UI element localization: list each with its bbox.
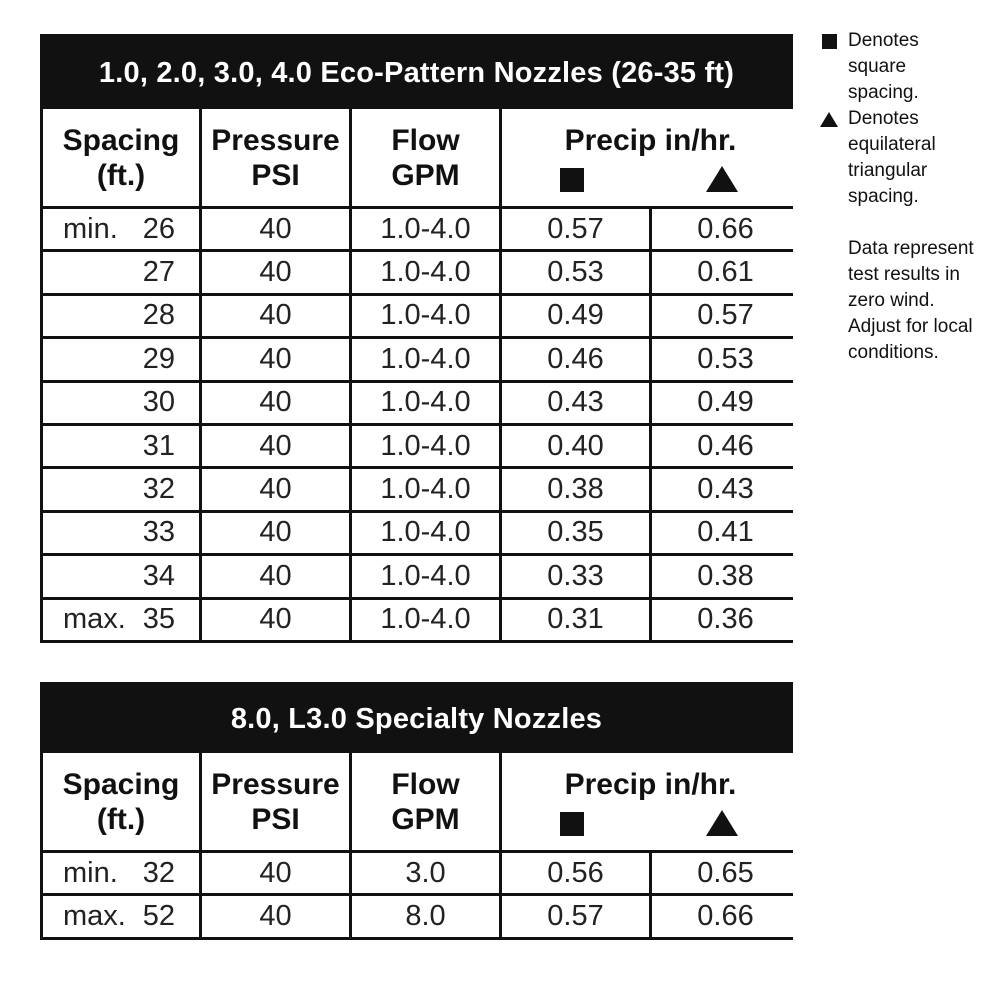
- pressure-cell: 40: [202, 600, 349, 640]
- triangle-cell: 0.61: [652, 252, 799, 292]
- flow-cell: 1.0-4.0: [352, 513, 499, 553]
- triangle-icon: [706, 810, 738, 836]
- spacing-value: 32: [142, 473, 175, 506]
- triangle-cell: 0.43: [652, 469, 799, 509]
- spacing-value: 34: [142, 559, 175, 592]
- square-cell: 0.57: [502, 209, 649, 249]
- precip-header: [502, 753, 799, 850]
- triangle-cell: 0.53: [652, 339, 799, 379]
- flow-header-line1: Flow: [391, 767, 460, 801]
- spacing-header-line2: (ft.): [96, 802, 146, 836]
- pressure-cell: 40: [202, 896, 349, 936]
- flow-cell: 1.0-4.0: [352, 383, 499, 423]
- flow-cell: 8.0: [352, 896, 499, 936]
- spacing-cell: [43, 896, 199, 936]
- square-cell: 0.43: [502, 383, 649, 423]
- spacing-value: 30: [142, 386, 175, 419]
- pressure-cell: 40: [202, 296, 349, 336]
- precip-header: [502, 109, 799, 206]
- square-cell: 0.49: [502, 296, 649, 336]
- triangle-cell: 0.66: [652, 896, 799, 936]
- triangle-icon: [706, 166, 738, 192]
- spacing-value: 29: [142, 342, 175, 375]
- spacing-cell: [43, 853, 199, 893]
- specialty-table: [40, 682, 793, 940]
- spacing-value: 31: [142, 429, 175, 462]
- spacing-cell: [43, 383, 199, 423]
- spacing-cell: [43, 600, 199, 640]
- precip-header-title: Precip in/hr.: [564, 768, 737, 801]
- spacing-cell: [43, 339, 199, 379]
- square-cell: 0.38: [502, 469, 649, 509]
- legend-triangle-text: Denotes equilateral triangular spacing.: [848, 108, 936, 207]
- triangle-cell: 0.57: [652, 296, 799, 336]
- spacing-value: 28: [142, 299, 175, 332]
- square-cell: 0.40: [502, 426, 649, 466]
- pressure-cell: 40: [202, 252, 349, 292]
- spacing-limit-label: min.: [63, 856, 118, 889]
- spacing-value: 33: [142, 516, 175, 549]
- spacing-limit-label: max.: [63, 900, 126, 933]
- spacing-cell: [43, 209, 199, 249]
- pressure-header: [202, 109, 349, 206]
- square-cell: 0.35: [502, 513, 649, 553]
- specialty-grid: [43, 753, 790, 937]
- pressure-cell: 40: [202, 853, 349, 893]
- precip-header-title: Precip in/hr.: [564, 124, 737, 157]
- triangle-cell: 0.65: [652, 853, 799, 893]
- spacing-value: 26: [142, 212, 175, 245]
- triangle-legend-icon: [818, 106, 848, 132]
- eco-pattern-table: [40, 34, 793, 643]
- triangle-cell: 0.66: [652, 209, 799, 249]
- spacing-cell: [43, 296, 199, 336]
- flow-header: [352, 109, 499, 206]
- precip-symbol-row: [502, 164, 799, 194]
- square-cell: 0.31: [502, 600, 649, 640]
- pressure-header-line1: Pressure: [211, 123, 340, 157]
- pressure-cell: 40: [202, 209, 349, 249]
- spacing-cell: [43, 556, 199, 596]
- square-cell: 0.33: [502, 556, 649, 596]
- triangle-cell: 0.36: [652, 600, 799, 640]
- square-cell: 0.56: [502, 853, 649, 893]
- spacing-value: 35: [142, 603, 175, 636]
- spacing-cell: [43, 426, 199, 466]
- eco-pattern-table-title: 1.0, 2.0, 3.0, 4.0 Eco-Pattern Nozzles (26-35 ft): [43, 37, 790, 109]
- flow-cell: 1.0-4.0: [352, 339, 499, 379]
- spacing-value: 52: [142, 900, 175, 933]
- legend-triangle: [818, 106, 998, 210]
- spacing-header-line1: Spacing: [62, 767, 180, 801]
- spacing-cell: [43, 469, 199, 509]
- flow-header-line2: GPM: [391, 158, 460, 192]
- triangle-cell: 0.38: [652, 556, 799, 596]
- spacing-cell: [43, 252, 199, 292]
- pressure-cell: 40: [202, 339, 349, 379]
- pressure-cell: 40: [202, 513, 349, 553]
- pressure-header-line2: PSI: [251, 802, 300, 836]
- spacing-cell: [43, 513, 199, 553]
- spacing-value: 32: [142, 856, 175, 889]
- flow-header-line1: Flow: [391, 123, 460, 157]
- spacing-header-line2: (ft.): [96, 158, 146, 192]
- flow-cell: 1.0-4.0: [352, 556, 499, 596]
- square-cell: 0.53: [502, 252, 649, 292]
- flow-cell: 1.0-4.0: [352, 252, 499, 292]
- precip-symbol-row: [502, 808, 799, 838]
- legend-square-text: Denotes square spacing.: [848, 30, 919, 103]
- pressure-header-line2: PSI: [251, 158, 300, 192]
- pressure-cell: 40: [202, 383, 349, 423]
- legend: [818, 28, 998, 366]
- triangle-cell: 0.46: [652, 426, 799, 466]
- eco-pattern-grid: [43, 109, 790, 640]
- square-icon: [560, 168, 584, 192]
- pressure-header: [202, 753, 349, 850]
- flow-cell: 3.0: [352, 853, 499, 893]
- legend-square: [818, 28, 998, 106]
- flow-header: [352, 753, 499, 850]
- spacing-limit-label: max.: [63, 603, 126, 636]
- flow-cell: 1.0-4.0: [352, 469, 499, 509]
- spacing-value: 27: [142, 256, 175, 289]
- specialty-table-title: 8.0, L3.0 Specialty Nozzles: [43, 685, 790, 753]
- pressure-cell: 40: [202, 469, 349, 509]
- square-legend-icon: [818, 28, 848, 54]
- square-cell: 0.57: [502, 896, 649, 936]
- flow-cell: 1.0-4.0: [352, 600, 499, 640]
- flow-cell: 1.0-4.0: [352, 209, 499, 249]
- triangle-cell: 0.41: [652, 513, 799, 553]
- spacing-limit-label: min.: [63, 212, 118, 245]
- flow-header-line2: GPM: [391, 802, 460, 836]
- spacing-header: [43, 109, 199, 206]
- flow-cell: 1.0-4.0: [352, 296, 499, 336]
- pressure-header-line1: Pressure: [211, 767, 340, 801]
- flow-cell: 1.0-4.0: [352, 426, 499, 466]
- legend-note: Data represent test results in zero wind. Adjust for local conditions.: [848, 238, 974, 363]
- spacing-header-line1: Spacing: [62, 123, 180, 157]
- spacing-header: [43, 753, 199, 850]
- pressure-cell: 40: [202, 556, 349, 596]
- square-icon: [560, 812, 584, 836]
- pressure-cell: 40: [202, 426, 349, 466]
- square-cell: 0.46: [502, 339, 649, 379]
- triangle-cell: 0.49: [652, 383, 799, 423]
